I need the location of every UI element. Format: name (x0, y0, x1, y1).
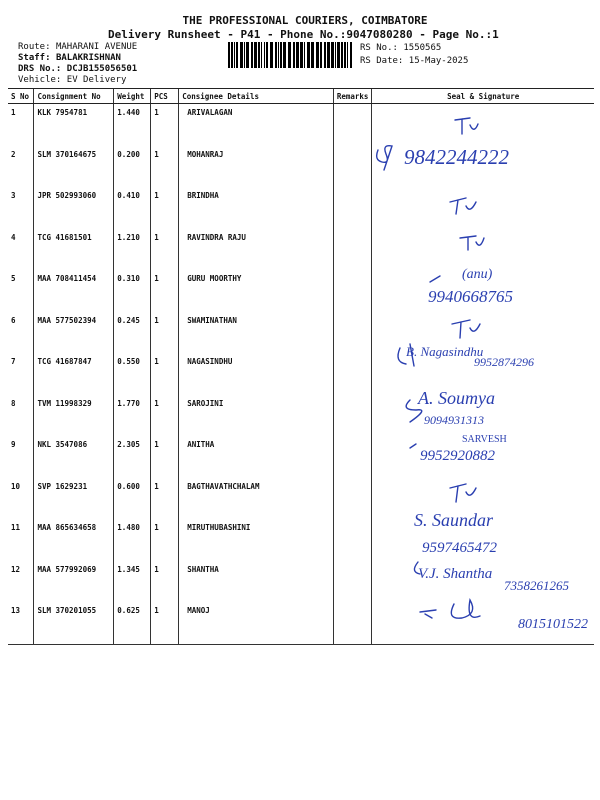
sig-7-phone: 9952874296 (474, 355, 534, 369)
barcode-bar (316, 42, 319, 68)
rs-date-value: 15-May-2025 (408, 56, 469, 66)
cell-sno: 5 (11, 274, 16, 283)
cell-weight: 0.200 (114, 146, 151, 188)
cell-remarks (333, 436, 372, 478)
cell-cno: NKL 3547086 (34, 436, 114, 478)
cell-pcs: 1 (151, 478, 179, 520)
barcode-bar (283, 42, 286, 68)
cell-weight: 1.480 (114, 519, 151, 561)
cell-weight: 1.345 (114, 561, 151, 603)
col-weight: Weight (114, 89, 151, 104)
cell-remarks (333, 146, 372, 188)
cell-consignee: SAROJINI (179, 395, 334, 437)
drs-label: DRS No.: (18, 64, 62, 74)
cell-cno: SLM 370164675 (34, 146, 114, 188)
rs-date-line (360, 56, 468, 66)
cell-consignee: SWAMINATHAN (179, 312, 334, 354)
cell-cno: MAA 865634658 (34, 519, 114, 561)
cell-cno: TVM 11998329 (34, 395, 114, 437)
barcode-bar (246, 42, 249, 68)
table-header-row (8, 89, 594, 104)
cell-sno: 13 (8, 602, 34, 644)
cell-weight: 1.770 (114, 395, 151, 437)
cell-consignee: ARIVALAGAN (179, 104, 334, 146)
cell-consignee: BAGTHAVATHCHALAM (179, 478, 334, 520)
barcode-bar (335, 42, 336, 68)
sig-9-phone: 9952920882 (420, 448, 495, 464)
vehicle-line (18, 75, 126, 85)
cell-weight: 0.600 (114, 478, 151, 520)
cell-remarks (333, 312, 372, 354)
cell-remarks (333, 519, 372, 561)
tv-mark-6 (452, 320, 480, 338)
cell-weight: 1.210 (114, 229, 151, 271)
cell-consignee: NAGASINDHU (179, 353, 334, 395)
cell-weight: 0.410 (114, 187, 151, 229)
barcode-bar (288, 42, 291, 68)
barcode-bar (331, 42, 334, 68)
cell-sno: 3 (11, 191, 16, 200)
cell-pcs: 1 (151, 270, 179, 312)
sig-11-phone: 9597465472 (422, 540, 497, 556)
tv-mark-4 (460, 236, 484, 250)
cell-cno: JPR 502993060 (34, 187, 114, 229)
cell-sno: 12 (11, 564, 21, 574)
cell-remarks (333, 270, 372, 312)
staff-line (18, 53, 121, 63)
cell-sno: 8 (11, 398, 16, 408)
rs-date-label: RS Date: (360, 56, 404, 66)
cell-sno: 11 (11, 523, 21, 532)
barcode-bar (254, 42, 257, 68)
signature-area (370, 110, 598, 640)
barcode-bar (275, 42, 277, 68)
check-mark-9 (410, 444, 416, 448)
cell-consignee: GURU MOORTHY (179, 270, 334, 312)
barcode-bar (300, 42, 303, 68)
tick-13 (425, 614, 432, 618)
signature-2 (377, 146, 392, 170)
drs-line (18, 64, 137, 74)
barcode-bar (341, 42, 343, 68)
cell-sno: 2 (11, 149, 16, 159)
sig-11-text: S. Saundar (414, 510, 494, 530)
route-line (18, 42, 137, 52)
cell-remarks (333, 104, 372, 146)
col-remarks: Remarks (333, 89, 372, 104)
cell-remarks (333, 353, 372, 395)
page-title: THE PROFESSIONAL COURIERS, COIMBATORE (182, 14, 428, 27)
cell-sno: 4 (11, 232, 16, 242)
cell-sno: 7 (11, 357, 16, 366)
cell-consignee: MIRUTHUBASHINI (179, 519, 334, 561)
cell-cno: MAA 577992069 (34, 561, 114, 603)
staff-label: Staff: (18, 53, 51, 63)
barcode-bar (296, 42, 299, 68)
cell-sno: 6 (11, 315, 16, 325)
cell-cno: KLK 7954781 (34, 104, 114, 146)
barcode-bar (280, 42, 282, 68)
rs-no-label: RS No.: (360, 43, 398, 53)
cell-consignee: SHANTHA (179, 561, 334, 603)
cell-consignee: MANOJ (179, 602, 334, 644)
page-subtitle: Delivery Runsheet - P41 - Phone No.:9047080280 - Page No.:1 (108, 28, 499, 41)
cell-pcs: 1 (151, 312, 179, 354)
col-signature: Seal & Signature (372, 89, 594, 104)
barcode (228, 42, 355, 68)
cell-remarks (333, 395, 372, 437)
sig-2-phone: 9842244222 (404, 145, 509, 169)
barcode-bar (307, 42, 310, 68)
barcode-bar (337, 42, 340, 68)
route-label: Route: (18, 42, 51, 52)
barcode-bar (258, 42, 260, 68)
barcode-bar (311, 42, 314, 68)
cell-remarks (333, 561, 372, 603)
vehicle-label: Vehicle: (18, 75, 62, 85)
col-pcs: PCS (151, 89, 179, 104)
barcode-bar (236, 42, 238, 68)
barcode-bar (293, 42, 295, 68)
barcode-bar (320, 42, 322, 68)
sig-8-text: A. Soumya (418, 388, 495, 408)
barcode-bar (266, 42, 268, 68)
cell-pcs: 1 (151, 561, 179, 603)
cell-remarks (333, 187, 372, 229)
cell-pcs: 1 (151, 519, 179, 561)
barcode-bar (261, 42, 262, 68)
tv-mark-3 (450, 198, 476, 214)
vehicle-value: EV Delivery (66, 75, 127, 85)
rs-no-line (360, 43, 441, 53)
tv-mark-1 (455, 118, 478, 134)
cell-weight: 1.440 (114, 104, 151, 146)
cell-sno: 1 (11, 108, 16, 117)
rs-no-value: 1550565 (403, 43, 442, 53)
cell-pcs: 1 (151, 353, 179, 395)
cell-sno: 10 (11, 481, 21, 491)
cell-cno: SVP 1629231 (34, 478, 114, 520)
cell-pcs: 1 (151, 187, 179, 229)
cell-consignee: MOHANRAJ (179, 146, 334, 188)
barcode-bar (324, 42, 326, 68)
route-value: MAHARANI AVENUE (55, 42, 138, 52)
barcode-bar (304, 42, 305, 68)
col-consignee: Consignee Details (179, 89, 334, 104)
cell-pcs: 1 (151, 602, 179, 644)
cell-consignee: BRINDHA (179, 187, 334, 229)
barcode-bar (270, 42, 273, 68)
barcode-bar (327, 42, 330, 68)
barcode-bar (350, 42, 352, 68)
tv-mark-10 (450, 484, 476, 502)
cell-pcs: 1 (151, 436, 179, 478)
sig-5-note: (anu) (462, 267, 493, 282)
col-sno: S No (8, 89, 34, 104)
cell-pcs: 1 (151, 146, 179, 188)
check-mark-5 (430, 276, 440, 282)
barcode-bar (344, 42, 346, 68)
cell-weight: 0.310 (114, 270, 151, 312)
cell-sno: 9 (11, 440, 16, 449)
cell-cno: MAA 577502394 (34, 312, 114, 354)
barcode-bar (244, 42, 245, 68)
cell-consignee: RAVINDRA RAJU (179, 229, 334, 271)
barcode-bar (347, 42, 348, 68)
barcode-bar (278, 42, 279, 68)
sig-12-phone: 7358261265 (504, 578, 569, 593)
sig-9-name: SARVESH (462, 434, 507, 445)
barcode-bar (234, 42, 235, 68)
cell-cno: MAA 708411454 (34, 270, 114, 312)
cell-pcs: 1 (151, 395, 179, 437)
cell-pcs: 1 (151, 104, 179, 146)
cell-weight: 0.245 (114, 312, 151, 354)
cell-weight: 2.305 (114, 436, 151, 478)
col-consignment: Consignment No (34, 89, 114, 104)
barcode-bar (251, 42, 253, 68)
cell-weight: 0.625 (114, 602, 151, 644)
staff-value: BALAKRISHNAN (55, 53, 121, 63)
cell-weight: 0.550 (114, 353, 151, 395)
cell-pcs: 1 (151, 229, 179, 271)
barcode-bar (228, 42, 230, 68)
sig-8-phone: 9094931313 (424, 413, 484, 427)
cell-remarks (333, 602, 372, 644)
cell-remarks (333, 229, 372, 271)
cell-remarks (333, 478, 372, 520)
sig-7-text: B. Nagasindhu (406, 344, 484, 359)
cell-cno: TCG 41687847 (34, 353, 114, 395)
sig-12-text: V.J. Shantha (418, 566, 493, 582)
barcode-bar (240, 42, 243, 68)
cell-cno: TCG 41681501 (34, 229, 114, 271)
barcode-bar (264, 42, 265, 68)
cell-cno: SLM 370201055 (34, 602, 114, 644)
barcode-bar (231, 42, 233, 68)
sig-5-phone: 9940668765 (428, 287, 513, 306)
cell-consignee: ANITHA (179, 436, 334, 478)
handwritten-signatures (370, 110, 598, 640)
sig-13-phone: 8015101522 (518, 617, 588, 632)
drs-value: DCJB155056501 (66, 64, 138, 74)
